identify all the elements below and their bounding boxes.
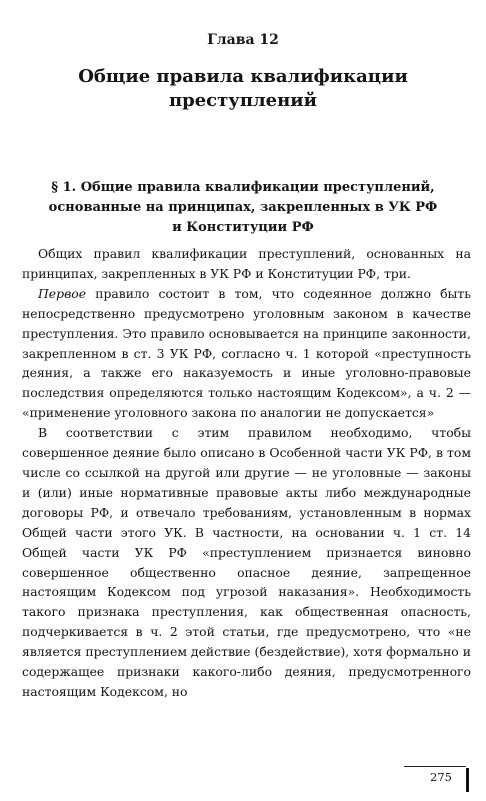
paragraph-2-text: правило состоит в том, что содеянное должно быть непосредственно предусмотрено уголовным законом в качестве преступления. Это правило основывается на принципе законности, закрепленном в ст. 3 УК РФ, согласно ч. 1 которой «преступность деяния, а также его наказуемость и иные уголовно-правовые последствия определяются только настоящим Кодексом», а ч. 2 — «применение уголовного закона по аналогии не допускается»: [22, 285, 471, 421]
paragraph-3: В соответствии с этим правилом необходимо, чтобы совершенное деяние было описано в Особенной части УК РФ, в том числе со ссылкой на другой или другие — не уголовные — законы и (или) иные нормативные правовые акты либо международные договоры РФ, и отвечало требованиям, установленным в нормах Общей части этого УК. В частности, на основании ч. 1 ст. 14 Общей части УК РФ «преступлением признается виновно совершенное общественно опасное деяние, запрещенное настоящим Кодексом под угрозой наказания». Необходимость такого признака преступления, как общественная опасность, подчеркивается в ч. 2 этой статьи, где предусмотрено, что «не является преступлением действие (бездействие), хотя формально и содержащее признаки какого-либо деяния, предусмотренного настоящим Кодексом, но: [22, 425, 471, 699]
paragraph-2: [22, 284, 471, 423]
chapter-title-line-1: Общие правила квалификации: [78, 66, 408, 87]
chapter-title: [40, 65, 446, 113]
section-heading: [26, 178, 460, 238]
footer-rule: [404, 766, 466, 767]
section-heading-line-3: и Конституции РФ: [172, 220, 314, 235]
margin-bar: [466, 768, 469, 792]
chapter-title-line-2: преступлений: [168, 90, 318, 111]
section-heading-line-2: основанные на принципах, закрепленных в УК РФ: [48, 200, 438, 215]
chapter-heading: Глава 12: [207, 32, 279, 48]
paragraph-2-lead: Первое: [38, 285, 87, 301]
section-heading-line-1: § 1. Общие правила квалификации преступлений,: [51, 180, 435, 195]
paragraph-1: Общих правил квалификации преступлений, основанных на принципах, закрепленных в УК РФ и Конституции РФ, три.: [22, 246, 471, 281]
body-text: [22, 244, 471, 702]
page-number: 275: [430, 770, 452, 784]
